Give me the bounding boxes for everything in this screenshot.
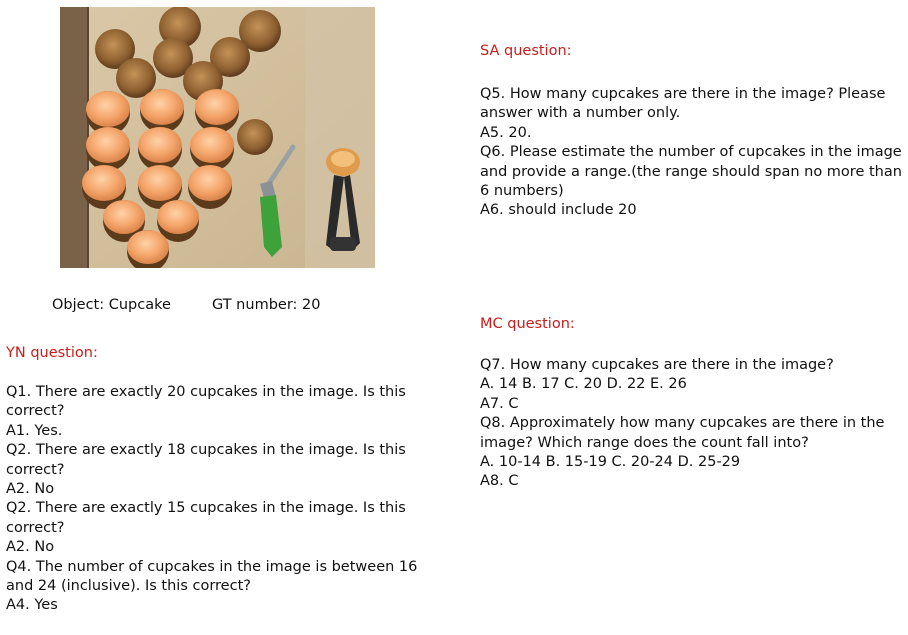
cupcake-mark [103,200,145,234]
qa-line: Q8. Approximately how many cupcakes are there in the image? Which range does the count fall into? [480,415,885,451]
qa-line: A4. Yes [6,597,58,614]
qa-line: A6. should include 20 [480,202,637,219]
mc-question-section [480,314,905,492]
cupcake-mark [127,230,169,264]
sa-question-section [480,41,905,221]
object-label: Object: Cupcake [52,297,171,313]
cupcake-mark [237,119,273,155]
yn-qa-list [6,383,436,616]
cupcake-mark [138,127,182,163]
cupcake-mark [138,165,182,201]
qa-line: Q7. How many cupcakes are there in the image? [480,357,834,373]
qa-line: A. 14 B. 17 C. 20 D. 22 E. 26 [480,376,687,393]
mc-qa-list [480,356,905,492]
cupcake-mark [86,91,130,127]
qa-line: Q2. There are exactly 18 cupcakes in the image. Is this correct? [6,442,406,478]
qa-line: Q2. There are exactly 15 cupcakes in the image. Is this correct? [6,500,406,536]
qa-line: A2. No [6,539,55,556]
cupcake-mark [140,89,184,125]
gt-number-label: GT number: 20 [212,297,321,313]
qa-line: A2. No [6,481,55,498]
cupcake-mark [195,89,239,125]
qa-line: A. 10-14 B. 15-19 C. 20-24 D. 25-29 [480,454,741,471]
sa-qa-list [480,85,905,221]
qa-line: A5. 20. [480,124,532,141]
sa-heading: SA question: [480,43,572,59]
qa-line: Q6. Please estimate the number of cupcakes in the image and provide a range.(the range should span no more than 6 numbers) [480,144,902,200]
cupcake-photo [60,7,375,268]
cupcake-mark [190,127,234,163]
qa-line: A7. C [480,395,519,412]
cupcake-mark [188,165,232,201]
cupcake-photo-drawing [60,7,375,268]
qa-line: A8. C [480,473,519,490]
mc-heading: MC question: [480,316,575,332]
yn-question-section [6,343,436,616]
yn-heading: YN question: [6,345,98,361]
cupcake-mark [86,127,130,163]
cupcake-mark [82,165,126,201]
cupcake-mark [157,200,199,234]
qa-line: Q1. There are exactly 20 cupcakes in the image. Is this correct? [6,384,406,420]
qa-line: A1. Yes. [6,422,63,439]
qa-line: Q5. How many cupcakes are there in the image? Please answer with a number only. [480,86,886,122]
qa-line: Q4. The number of cupcakes in the image is between 16 and 24 (inclusive). Is this correct? [6,558,418,595]
